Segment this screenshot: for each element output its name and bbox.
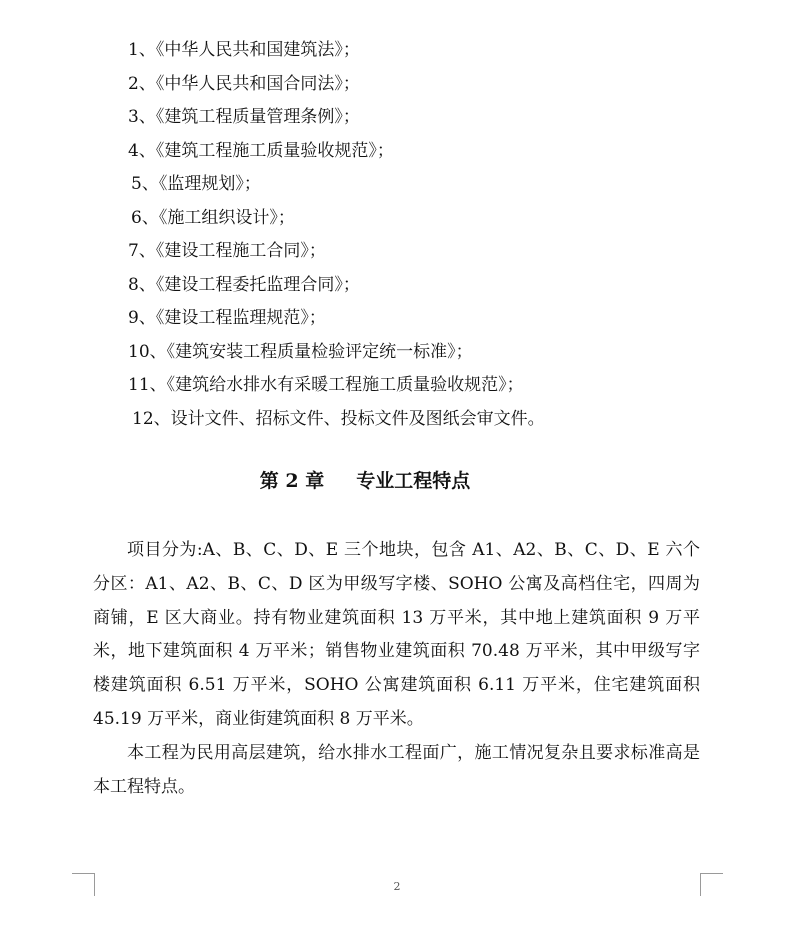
chapter-heading — [0, 466, 730, 493]
reference-item: 9、《建设工程监理规范》； — [128, 308, 326, 328]
reference-item: 7、《建设工程施工合同》； — [128, 241, 326, 261]
margin-corner-mark-right — [700, 873, 723, 896]
page-number: 2 — [393, 880, 401, 893]
reference-item: 10、《建筑安装工程质量检验评定统一标准》； — [128, 341, 473, 362]
reference-item: 12、设计文件、招标文件、投标文件及图纸会审文件。 — [132, 408, 545, 429]
reference-item: 2、《中华人民共和国合同法》； — [128, 73, 360, 94]
chapter-number: 第 2 章 — [259, 470, 325, 492]
body-paragraph: 项目分为:A、B、C、D、E 三个地块，包含 A1、A2、B、C、D、E 六个分区：A1、A2、B、C、D 区为甲级写字楼、SOHO 公寓及高档住宅，四周为商铺，E 区大商业。持有物业建筑面积 13 万平米，其中地上建筑面积 9 万平米，地下建筑面积 4 万平米；销售物业建筑面积 70.48 万平米，其中甲级写字楼建筑面积 6.51 万平米，SOHO 公寓建筑面积 6.11 万平米，住宅建筑面积 45.19 万平米，商业街建筑面积 8 万平米。 — [93, 540, 700, 729]
chapter-title: 专业工程特点 — [356, 470, 471, 492]
reference-item: 4、《建筑工程施工质量验收规范》； — [128, 140, 394, 161]
margin-corner-mark-left — [72, 873, 95, 896]
reference-item: 3、《建筑工程质量管理条例》； — [128, 107, 360, 127]
reference-item: 11、《建筑给水排水有采暖工程施工质量验收规范》； — [128, 375, 524, 395]
body-paragraph: 本工程为民用高层建筑，给水排水工程面广，施工情况复杂且要求标准高是本工程特点。 — [93, 743, 700, 797]
reference-item: 1、《中华人民共和国建筑法》； — [128, 40, 360, 60]
reference-item: 5、《监理规划》； — [131, 174, 261, 194]
reference-item: 6、《施工组织设计》； — [131, 207, 295, 228]
reference-item: 8、《建设工程委托监理合同》； — [128, 274, 360, 295]
reference-list — [128, 34, 545, 436]
